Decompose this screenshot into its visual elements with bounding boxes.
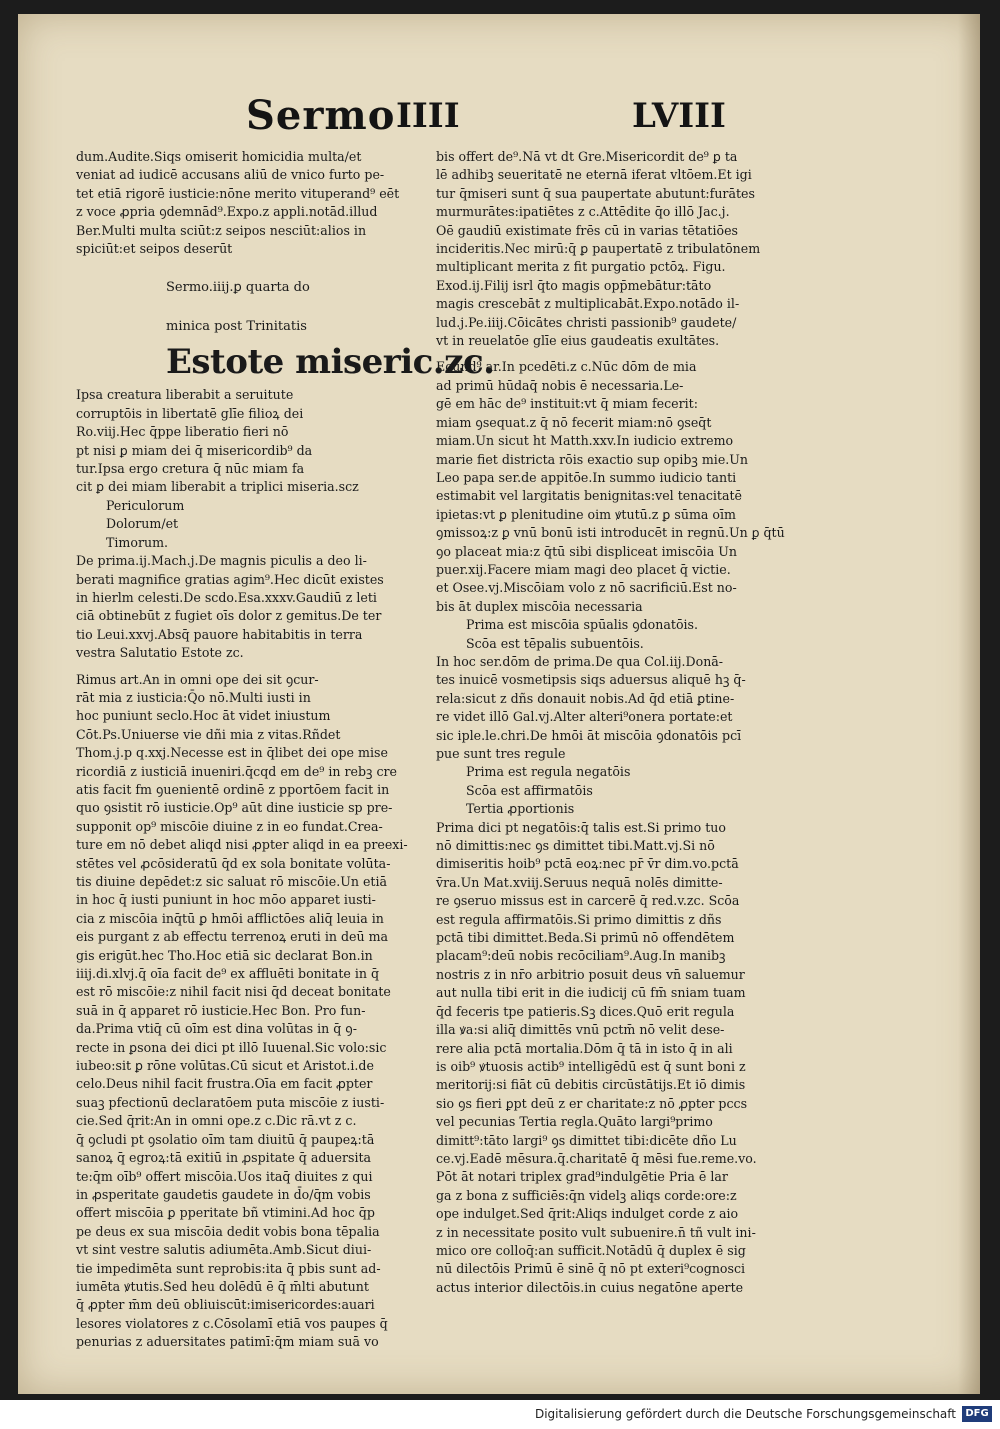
text-line: stētes vel ꝓcōsideratū q̄d ex sola bonitate volūta- <box>76 855 391 871</box>
list-item: Scōa est tēpalis subuentōis. <box>466 635 644 651</box>
text-line: z in necessitate posito vult subuenire.n̄ tñ vult ini- <box>436 1224 756 1240</box>
text-line: sic iple.le.chri.De hmōi āt miscōia ꝯdonatōis pcī <box>436 727 742 743</box>
text-line: bis offert de⁹.Nā vt dt Gre.Misericordit de⁹ ꝑ ta <box>436 149 738 164</box>
text-line: Leo papa ser.de appitōe.In summo iudicio tanti <box>436 469 737 485</box>
text-line: in hoc q̄ iusti puniunt in hoc mōo apparet iusti- <box>76 892 376 908</box>
text-line: Prima dici pt negatōis:q̄ talis est.Si primo tuo <box>436 819 726 835</box>
text-line: tio Leui.xxvj.Absq̄ pauore habitabitis in terra <box>76 626 363 642</box>
text-line: nū dilectōis Primū ē sinē q̄ nō pt exteri⁹cognosci <box>436 1261 746 1277</box>
text-line: rela:sicut z dñs donauit nobis.Ad q̄d etiā ꝑtine- <box>436 690 735 706</box>
text-line: pue sunt tres regule <box>436 746 566 761</box>
caption-line: Sermo.iiij.ꝑ quarta do <box>166 280 310 296</box>
running-head-sermo: Sermo <box>246 92 396 139</box>
footer-bar <box>0 1400 1000 1429</box>
text-line: ꝯmissoꝝ:z ꝑ vnū bonū isti introducēt in regnū.Un ꝑ q̄tū <box>436 525 785 541</box>
text-line: recte in ꝑsona dei dici pt illō Iuuenal.Sic volo:sic <box>76 1039 387 1055</box>
list-item: Periculorum <box>106 497 185 513</box>
list-item: Scōa est affirmatōis <box>466 782 593 798</box>
text-line: dimiseritis hoib⁹ pctā eoꝝ:nec pr̄ v̄r dim.vo.pctā <box>436 856 739 872</box>
text-line: actus interior dilectōis.in cuius negatōne aperte <box>436 1279 744 1295</box>
text-line: estimabit vel largitatis benignitas:vel tenacitatē <box>436 488 743 504</box>
text-line: sio ꝯs fieri ꝑpt deū z er charitate:z nō ꝓpter pccs <box>436 1095 748 1111</box>
right-mid-text-2 <box>436 653 786 763</box>
text-line: celo.Deus nihil facit frustra.Oīa em facit ꝓpter <box>76 1076 373 1092</box>
left-top-text <box>76 148 416 258</box>
text-line: cia z miscōia inq̄tū ꝑ hmōi afflictōes aliq̄ leuia in <box>76 910 384 926</box>
text-line: Ipsa creatura liberabit a seruitute <box>76 387 294 403</box>
text-line: atis facit fm ꝯuenientē ordinē z pportōem facit in <box>76 781 390 797</box>
text-line: cit ꝑ dei miam liberabit a triplici miseria.scz <box>76 479 359 495</box>
text-line: is oib⁹ ꝟtuosis actib⁹ intelligēdū est q̄ sunt boni z <box>436 1058 746 1074</box>
running-head-number: IIII <box>396 96 460 136</box>
text-line: vt sint vestre salutis adiumēta.Amb.Sicut diui- <box>76 1242 372 1258</box>
book-page <box>18 14 980 1394</box>
text-line: in ꝓsperitate gaudetis gaudete in d̄o/q̄m vobis <box>76 1186 371 1202</box>
text-line: veniat ad iudicē accusans aliū de vnico furto pe- <box>76 167 385 183</box>
text-line: tur.Ipsa ergo cretura q̄ nūc miam fa <box>76 461 305 477</box>
text-line: Ber.Multi multa sciūt:z seipos nesciūt:alios in <box>76 222 367 238</box>
text-line: sanoꝝ q̄ egroꝝ:tā exitiū in ꝓspitate q̄ aduersita <box>76 1150 372 1166</box>
caption-line: minica post Trinitatis <box>166 319 307 335</box>
text-line: Ecund⁹ ar.In pcedēti.z c.Nūc dōm de mia <box>436 359 697 375</box>
text-line: murmurātes:ipatiētes z c.Attēdite q̄o illō Jac.j. <box>436 204 730 220</box>
text-line: q̄ ꝯcludi pt ꝯsolatio oīm tam diuitū q̄ paupeꝝ:tā <box>76 1131 375 1147</box>
dfg-logo: DFG <box>962 1406 992 1422</box>
text-line: pe deus ex sua miscōia dedit vobis bona tēpalia <box>76 1223 380 1239</box>
text-line: In hoc ser.dōm de prima.De qua Col.iij.Donā- <box>436 653 724 669</box>
text-line: dum.Audite.Siqs omiserit homicidia multa/et <box>76 149 362 164</box>
text-line: corruptōis in libertatē glīe filioꝝ dei <box>76 405 304 421</box>
text-line: eis purgant z ab effectu terrenoꝝ eruti in deū ma <box>76 929 389 945</box>
text-line: incideritis.Nec mirū:q̄ ꝑ paupertatē z tribulatōnem <box>436 241 761 257</box>
text-line: tes inuicē vosmetipsis siqs aduersus aliquē hꝫ q̄- <box>436 672 746 688</box>
text-line: in hierlm celesti.De scdo.Esa.xxxv.Gaudiū z leti <box>76 589 377 605</box>
text-line: supponit op⁹ miscōie diuine z in eo fundat.Crea- <box>76 818 383 834</box>
text-line: miam.Un sicut ht Matth.xxv.In iudicio extremo <box>436 433 734 449</box>
text-line: ad primū hūdaq̄ nobis ē necessaria.Le- <box>436 377 684 393</box>
text-line: gis erigūt.hec Tho.Hoc etiā sic declarat Bon.in <box>76 947 373 963</box>
text-line: bis āt duplex miscōia necessaria <box>436 598 643 614</box>
text-line: Exod.ij.Filij isrl q̄to magis opp̄mebātur:tāto <box>436 277 712 293</box>
text-line: da.Prima vtiq̄ cū oīm est dina volūtas in q̄ ꝯ- <box>76 1021 357 1037</box>
text-line: hoc puniunt seclo.Hoc āt videt iniustum <box>76 708 331 724</box>
text-line: z voce ꝓpria ꝯdemnād⁹.Expo.z appli.notād.illud <box>76 204 378 220</box>
text-line: tis diuine depēdet:z sic saluat rō miscōie.Un etiā <box>76 874 388 889</box>
text-line: mico ore colloq̄:an sufficit.Notādū q̄ duplex ē sig <box>436 1242 746 1258</box>
text-line: rāt mia z iusticia:Q̄o nō.Multi iusti in <box>76 689 311 705</box>
text-line: ipietas:vt ꝑ plenitudine oim ꝟtutū.z ꝑ sūma oīm <box>436 506 736 522</box>
sermon-title: Estote miseric.zc. <box>166 342 495 383</box>
miseria-list <box>76 497 416 552</box>
text-line: De prima.ij.Mach.j.De magnis piculis a deo li- <box>76 553 367 569</box>
list-item: Prima est regula negatōis <box>466 764 631 780</box>
text-line: meritorij:si fiāt cū debitis circūstātijs.Et iō dimis <box>436 1077 746 1093</box>
text-line: ture em nō debet aliqd nisi ꝓpter aliqd in ea preexi- <box>76 837 408 853</box>
text-line: iiij.di.xlvj.q̄ oīa facit de⁹ ex affluēti bonitate in q̄ <box>76 966 380 982</box>
text-line: suā in q̄ apparet rō iusticie.Hec Bon. Pro fun- <box>76 1002 366 1018</box>
text-line: q̄d feceris tpe patieris.Sꝫ dices.Quō erit regula <box>436 1003 735 1019</box>
text-line: Thom.j.p q.xxj.Necesse est in q̄libet dei ope mise <box>76 745 388 761</box>
list-item: Prima est miscōia spūalis ꝯdonatōis. <box>466 617 699 633</box>
text-line: nostris z in nr̄o arbitrio posuit deus vn̄ saluemur <box>436 966 745 982</box>
text-line: re ꝯseruo missus est in carcerē q̄ red.v.zc. Scōa <box>436 893 740 909</box>
text-line: gē em hāc de⁹ instituit:vt q̄ miam fecerit: <box>436 396 698 412</box>
text-line: est rō miscōie:z nihil facit nisi q̄d deceat bonitate <box>76 984 391 1000</box>
text-line: pctā tibi dimittet.Beda.Si primū nō offendētem <box>436 930 735 946</box>
funding-notice: Digitalisierung gefördert durch die Deutsche Forschungsgemeinschaft <box>534 1407 956 1421</box>
text-line: lesores violatores z c.Cōsolamī etiā vos paupes q̄ <box>76 1315 388 1331</box>
text-line: placam⁹:deū nobis recōciliam⁹.Aug.In manibꝫ <box>436 948 726 964</box>
text-line: ꝯo placeat mia:z q̄tū sibi displiceat imiscōia Un <box>436 543 737 559</box>
text-line: est regula affirmatōis.Si primo dimittis z dñs <box>436 911 722 927</box>
text-line: tur q̄miseri sunt q̄ sua paupertate abutunt:furātes <box>436 185 755 201</box>
text-line: ga z bona z sufficiēs:q̄n videlꝫ aliqs corde:ore:z <box>436 1187 737 1203</box>
text-line: marie fiet districta rōis exactio sup opibꝫ mie.Un <box>436 451 749 467</box>
text-line: Ro.viij.Hec q̄ppe liberatio fieri nō <box>76 424 289 440</box>
text-line: te:q̄m oīb⁹ offert miscōia.Uos itaq̄ diuites z qui <box>76 1168 373 1184</box>
text-line: q̄ ꝓpter m̄m deū obliuiscūt:imisericordes:auari <box>76 1297 375 1313</box>
text-line: vt in reuelatōe glīe eius gaudeatis exultātes. <box>436 333 720 349</box>
list-item: Dolorum/et <box>106 516 179 532</box>
text-line: quo ꝯsistit rō iusticie.Op⁹ aūt dine iusticie sp pre- <box>76 800 393 816</box>
text-line: spiciūt:et seipos deserūt <box>76 241 233 257</box>
left-body-text <box>76 552 416 662</box>
text-line: cie.Sed q̄rit:An in omni ope.z c.Dic rā.vt z c. <box>76 1113 357 1129</box>
text-line: dimitt⁹:tāto largi⁹ ꝯs dimittet tibi:dicēte dño Lu <box>436 1132 737 1148</box>
text-line: pt nisi ꝑ miam dei q̄ misericordib⁹ da <box>76 442 313 458</box>
text-line: re videt illō Gal.vj.Alter alteri⁹onera portate:et <box>436 709 733 725</box>
text-line: aut nulla tibi erit in die iudicij cū fm̄ sniam tuam <box>436 985 746 1001</box>
right-bottom-text <box>436 819 786 1298</box>
text-line: puer.xij.Facere miam magi deo placet q̄ victie. <box>436 561 731 577</box>
right-top-text <box>436 148 786 350</box>
regula-list <box>436 763 786 818</box>
right-mid-text <box>436 358 786 616</box>
text-line: illa ꝟa:si aliq̄ dimittēs vnū pctm̄ nō velit dese- <box>436 1022 725 1038</box>
text-line: penurias z aduersitates patimī:q̄m miam suā vo <box>76 1334 379 1350</box>
text-line: et Osee.vj.Miscōiam volo z nō sacrificiū.Est no- <box>436 580 737 596</box>
text-line: offert miscōia ꝑ pperitate bñ vtimini.Ad hoc q̄p <box>76 1205 375 1221</box>
text-line: rere alia pctā mortalia.Dōm q̄ tā in isto q̄ in ali <box>436 1040 733 1056</box>
text-line: magis crescebāt z multiplicabāt.Expo.notādo il- <box>436 296 740 312</box>
running-head <box>18 92 980 148</box>
left-body-text-2 <box>76 671 416 1352</box>
text-line: lē adhibꝫ seueritatē ne eternā iferat vltōem.Et igi <box>436 167 752 183</box>
list-item: Timorum. <box>106 534 169 550</box>
text-line: tie impedimēta sunt reprobis:ita q̄ pbis sunt ad- <box>76 1260 381 1276</box>
left-intro-text <box>76 386 416 496</box>
sermo-caption <box>76 278 416 336</box>
text-line: multiplicant merita z fit purgatio pctōꝝ. Figu. <box>436 259 726 275</box>
text-line: Rimus art.An in omni ope dei sit ꝯcur- <box>76 671 319 687</box>
text-line: suaꝫ pfectionū declaratōem puta miscōie z iusti- <box>76 1094 385 1110</box>
right-column <box>436 148 786 1297</box>
text-line: Cōt.Ps.Uniuerse vie dñi mia z vitas.Rñdet <box>76 726 341 742</box>
text-line: nō dimittis:nec ꝯs dimittet tibi.Matt.vj.Si nō <box>436 838 715 854</box>
text-line: lud.j.Pe.iiij.Cōicātes christi passionib⁹ gaudete/ <box>436 314 737 330</box>
text-line: berati magnifice gratias agim⁹.Hec dicūt existes <box>76 571 384 587</box>
folio-number: LVIII <box>632 96 726 136</box>
list-item: Tertia ꝓportionis <box>466 801 575 817</box>
left-column <box>76 148 495 1352</box>
text-line: vestra Salutatio Estote zc. <box>76 645 244 661</box>
text-line: ciā obtinebūt z fugiet oīs dolor z gemitus.De ter <box>76 608 382 624</box>
text-line: miam ꝯsequat.z q̄ nō fecerit miam:nō ꝯseq̄t <box>436 414 712 430</box>
text-line: Oē gaudiū existimate frēs cū in varias tētatiōes <box>436 222 738 238</box>
misericordia-list <box>436 616 786 653</box>
text-line: Pōt āt notari triplex grad⁹indulgētie Pria ē lar <box>436 1169 728 1185</box>
text-line: iumēta ꝟtutis.Sed heu dolēdū ē q̄ m̄lti abutunt <box>76 1278 369 1294</box>
text-line: tet etiā rigorē iusticie:nōne merito vituperand⁹ eēt <box>76 185 400 201</box>
text-line: ricordiā z iusticiā inueniri.q̄cqd em de⁹ in rebꝫ cre <box>76 763 397 779</box>
text-line: v̄ra.Un Mat.xviij.Seruus nequā nolēs dimitte- <box>436 874 723 890</box>
text-line: ope indulget.Sed q̄rit:Aliqs indulget corde z aio <box>436 1206 739 1222</box>
text-line: ce.vj.Eadē mēsura.q̄.charitatē q̄ mēsi fue.reme.vo. <box>436 1150 757 1166</box>
text-line: vel pecunias Tertia regla.Quāto largi⁹primo <box>436 1114 713 1130</box>
text-line: iubeo:sit ꝑ rōne volūtas.Cū sicut et Aristot.i.de <box>76 1058 374 1074</box>
